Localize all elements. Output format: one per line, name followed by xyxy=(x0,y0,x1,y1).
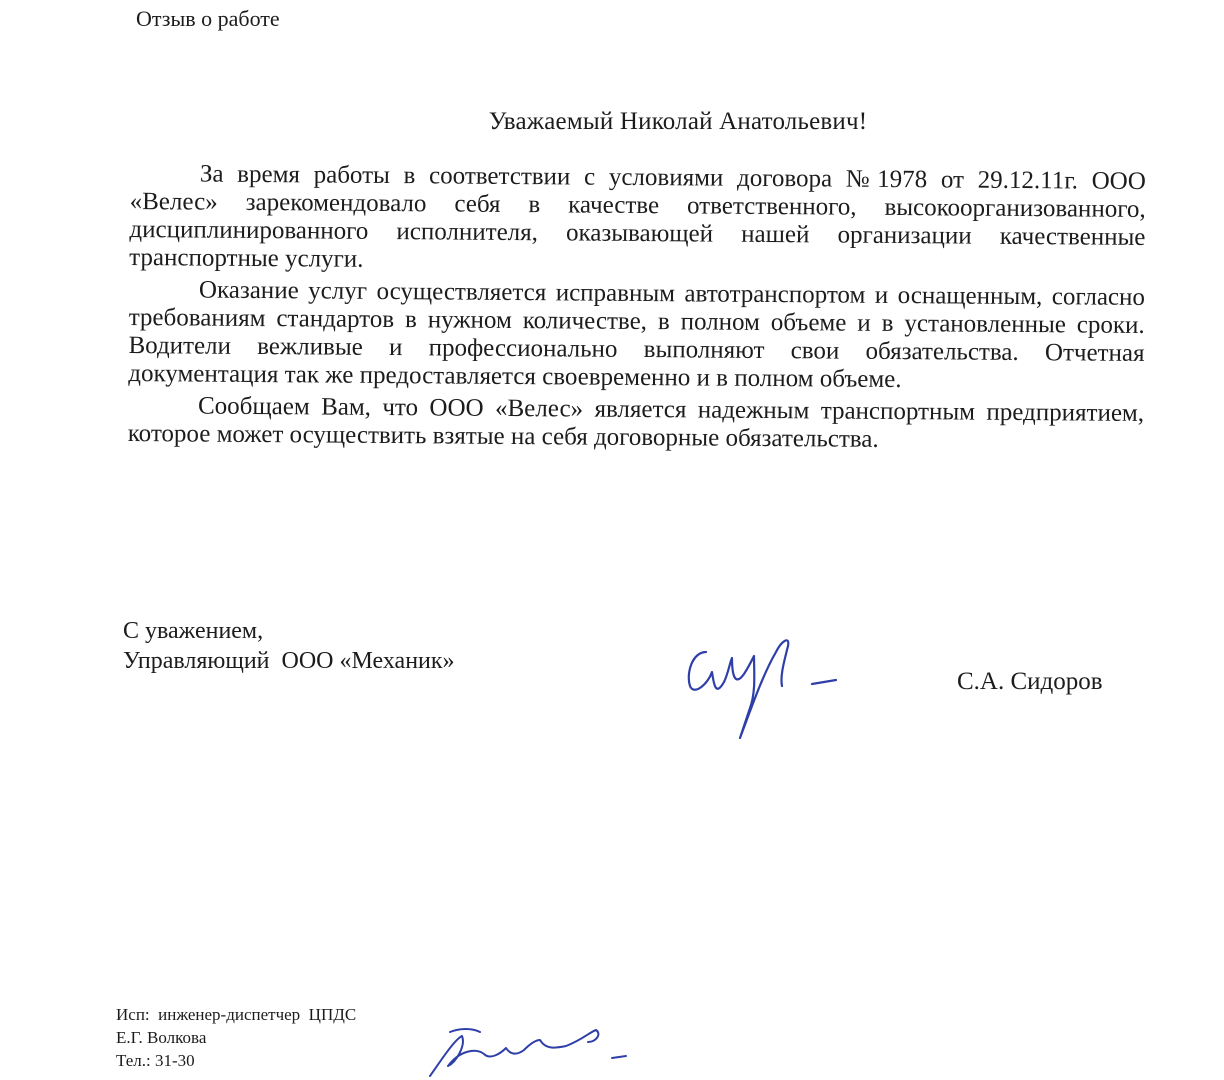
closing-position: Управляющий ООО «Механик» xyxy=(123,648,455,674)
letter-paragraph-1: За время работы в соответствии с условиями договора №1978 от 29.12.11г. ООО «Велес» зарекомендовало себя в качестве ответственного, высокоорганизованного, дисциплинированного исполнителя, оказывающей нашей организации качественные транспортные услуги. xyxy=(129,160,1146,273)
manager-signature xyxy=(672,612,872,752)
closing-regards: С уважением, xyxy=(123,618,264,644)
letter-paragraph-2: Оказание услуг осуществляется исправным автотранспортом и оснащенным, согласно требованиям стандартов в нужном количестве, в полном объеме и в установленные сроки. Водители вежливые и профессионально выполняют свои обязательства. Отчетная документация так же предоставляется своевременно и в полном объеме. xyxy=(128,276,1146,394)
letter-closing xyxy=(123,616,455,676)
letter-paragraph-3: Сообщаем Вам, что ООО «Велес» является надежным транспортным предприятием, которое может осуществить взятые на себя договорные обязательства. xyxy=(127,392,1145,453)
signer-name: С.А. Сидоров xyxy=(957,668,1103,695)
executor-position: Исп: инженер-диспетчер ЦПДС xyxy=(116,1005,357,1024)
letter-body xyxy=(128,160,1146,460)
executor-signature xyxy=(400,1010,660,1080)
letter-salutation: Уважаемый Николай Анатольевич! xyxy=(488,108,868,135)
executor-block xyxy=(116,1003,356,1072)
executor-name: Е.Г. Волкова xyxy=(116,1028,207,1047)
document-label: Отзыв о работе xyxy=(136,6,280,31)
executor-phone: Тел.: 31-30 xyxy=(116,1051,195,1070)
